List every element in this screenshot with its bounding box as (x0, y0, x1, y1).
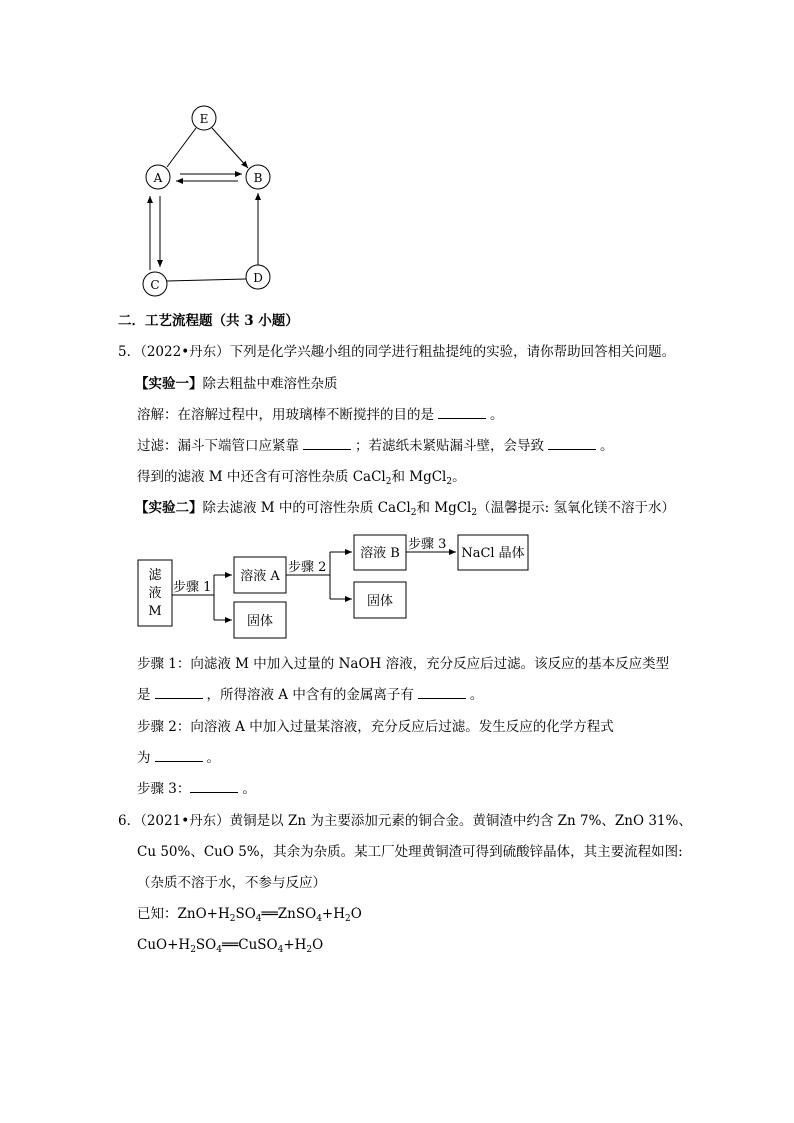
answer-blank-step2-equation[interactable] (155, 749, 203, 762)
exp2-text: 除去滤液 M 中的可溶性杂质 CaCl (202, 500, 411, 516)
filtrate-line (137, 468, 466, 486)
flow-filtrate-char-3: M (148, 604, 162, 619)
filtrate-text: 得到的滤液 M 中还含有可溶性杂质 CaCl (137, 469, 386, 485)
step1-mid: ，所得溶液 A 中含有的金属离子有 (206, 687, 414, 703)
line-e-a (167, 128, 196, 167)
line-c-d (167, 279, 246, 281)
flow-solution-a-label: 溶液 A (240, 569, 280, 584)
eq2-part: +H (283, 937, 307, 953)
eq1-part: ══ZnSO (261, 906, 317, 922)
q5-stem-line (118, 343, 675, 361)
eq2-sub: 4 (277, 945, 284, 955)
answer-blank-filter-2[interactable] (548, 437, 596, 450)
filter-mid: ；若滤纸未紧贴漏斗壁，会导致 (355, 438, 544, 454)
filtrate-sub-2: 2 (446, 477, 453, 487)
filter-end: 。 (600, 438, 614, 454)
q6-known-eq-1 (137, 905, 362, 923)
filtrate-mid: 和 MgCl (391, 469, 447, 485)
step2-end: 。 (206, 750, 220, 766)
exp1-title: 【实验一】 (135, 376, 203, 392)
step2-line-1: 步骤 2：向溶液 A 中加入过量某溶液，充分反应后过滤。发生反应的化学方程式 (137, 719, 614, 735)
node-c-label: C (150, 278, 160, 292)
q6-text-1: 黄铜是以 Zn 为主要添加元素的铜合金。黄铜渣中约含 Zn 7%、ZnO 31%、 (229, 813, 692, 829)
q6-known-eq-2 (137, 936, 323, 954)
node-a-label: A (153, 171, 163, 185)
eq2-sub: 2 (190, 945, 196, 955)
flow-step-2-label: 步骤 2 (288, 560, 327, 575)
flow-step-1-label: 步骤 1 (173, 580, 212, 595)
filter-text: 过滤：漏斗下端管口应紧靠 (137, 438, 299, 454)
eq1-part: ZnO+H (177, 906, 230, 922)
q6-line-3: （杂质不溶于水，不参与反应） (137, 875, 326, 891)
eq2-part: O (312, 937, 324, 953)
node-d-label: D (253, 271, 263, 285)
exp2-sub-2: 2 (471, 508, 478, 518)
eq1-part: O (350, 906, 362, 922)
eq1-sub: 2 (229, 914, 236, 924)
exp2-title: 【实验二】 (135, 500, 203, 516)
step1-end: 。 (469, 687, 484, 703)
filtrate-sub-1: 2 (385, 477, 392, 487)
answer-blank-step3[interactable] (190, 780, 238, 793)
filter-line (137, 437, 614, 455)
reaction-cycle-diagram (130, 95, 290, 305)
step3-end: 。 (242, 781, 256, 797)
dissolve-end: 。 (490, 407, 504, 423)
exp2-line (135, 499, 675, 517)
step1-pre: 是 (137, 687, 151, 703)
eq2-part: SO (195, 937, 217, 953)
step1-line-1: 步骤 1：向滤液 M 中加入过量的 NaOH 溶液，充分反应后过滤。该反应的基本反应类型 (137, 656, 670, 672)
flow-solid-2-label: 固体 (366, 594, 394, 609)
node-b-label: B (253, 171, 263, 185)
step2-line-2 (137, 749, 220, 767)
q6-known-label: 已知： (137, 906, 178, 922)
eq1-sub: 4 (255, 914, 262, 924)
eq1-sub: 2 (345, 914, 351, 924)
step3-pre: 步骤 3： (137, 781, 191, 797)
eq1-part: +H (321, 906, 346, 922)
step2-pre: 为 (137, 750, 151, 766)
dissolve-line (137, 406, 504, 424)
eq2-part: CuO+H (137, 937, 191, 953)
q6-source: （2021•丹东） (140, 813, 230, 829)
exp2-hint: （温馨提示: 氢氧化镁不溶于水） (477, 500, 675, 516)
answer-blank-filter-1[interactable] (303, 437, 351, 450)
flow-solution-b-label: 溶液 B (360, 546, 400, 561)
answer-blank-step1-type[interactable] (155, 686, 203, 699)
exp1-text: 除去粗盐中难溶性杂质 (202, 376, 338, 392)
section-title: 二．工艺流程题（共 3 小题） (118, 313, 299, 329)
eq2-sub: 4 (216, 945, 222, 955)
arrow-e-b (212, 128, 248, 168)
q6-line-1 (118, 812, 692, 830)
flow-filtrate-char-2: 液 (148, 586, 162, 601)
q5-stem: 下列是化学兴趣小组的同学进行粗盐提纯的实验，请你帮助回答相关问题。 (229, 344, 676, 360)
flow-nacl-label: NaCl 晶体 (461, 546, 525, 561)
q5-source: （2022•丹东） (140, 344, 230, 360)
answer-blank-dissolve[interactable] (438, 406, 486, 419)
exp2-mid: 和 MgCl (416, 500, 472, 516)
flow-filtrate-char-1: 滤 (148, 568, 162, 583)
q6-number: 6． (118, 813, 141, 829)
exp1-line (135, 375, 338, 393)
node-e-label: E (199, 112, 209, 126)
eq1-sub: 4 (316, 914, 322, 924)
dissolve-text: 溶解：在溶解过程中，用玻璃棒不断搅拌的目的是 (137, 407, 434, 423)
q6-line-2: Cu 50%、CuO 5%，其余为杂质。某工厂处理黄铜渣可得到硫酸锌晶体，其主要流程如图: (137, 844, 683, 860)
step1-line-2 (137, 686, 483, 704)
exp2-sub-1: 2 (410, 508, 417, 518)
step3-line (137, 780, 256, 798)
eq2-part: ══CuSO (221, 937, 278, 953)
flow-solid-1-label: 固体 (246, 614, 274, 629)
flow-step-3-label: 步骤 3 (408, 537, 447, 552)
eq1-part: SO (235, 906, 256, 922)
flow-diagram (130, 530, 540, 645)
eq2-sub: 2 (306, 945, 313, 955)
q5-number: 5． (118, 344, 141, 360)
filtrate-end: 。 (452, 469, 466, 485)
answer-blank-step1-ions[interactable] (418, 686, 466, 699)
